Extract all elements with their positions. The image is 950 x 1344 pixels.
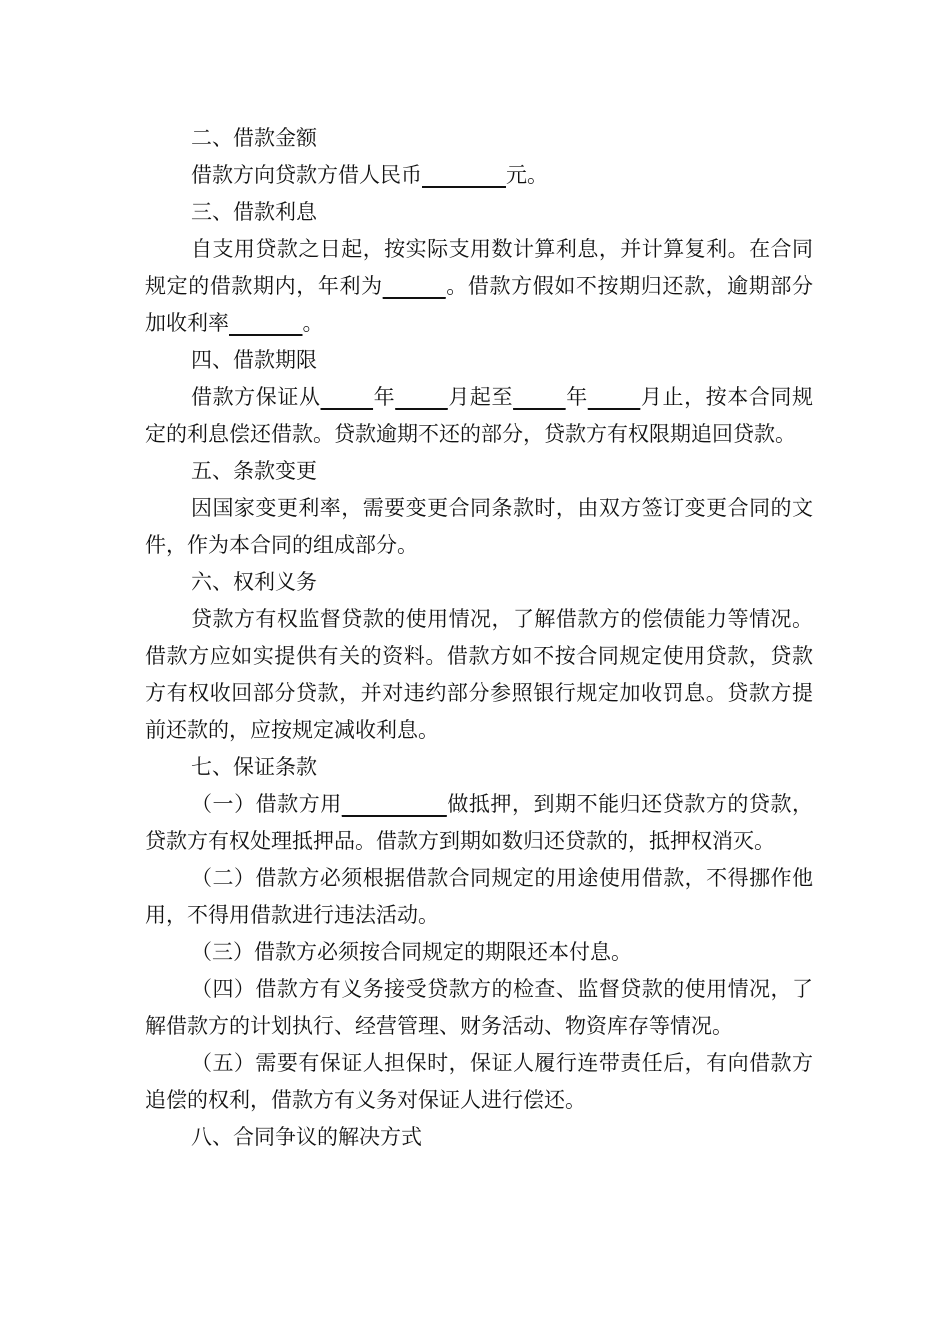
paragraph-guarantee-1: （一）借款方用__________做抵押，到期不能归还贷款方的贷款，贷款方有权处理抵押品。借款方到期如数归还贷款的，抵押权消灭。 <box>145 792 814 853</box>
paragraph-interest: 自支用贷款之日起，按实际支用数计算利息，并计算复利。在合同规定的借款期内，年利为______。借款方假如不按期归还款，逾期部分加收利率_______。 <box>145 237 814 335</box>
paragraph-term: 借款方保证从_____年_____月起至_____年_____月止，按本合同规定的利息偿还借款。贷款逾期不还的部分，贷款方有权限期追回贷款。 <box>145 385 814 446</box>
fill-in-blank[interactable]: _____ <box>513 385 566 409</box>
fill-in-blank[interactable]: _____ <box>320 385 374 409</box>
paragraph-clause-change: 因国家变更利率，需要变更合同条款时，由双方签订变更合同的文件，作为本合同的组成部分。 <box>145 496 813 557</box>
paragraph-rights: 贷款方有权监督贷款的使用情况，了解借款方的偿债能力等情况。借款方应如实提供有关的资料。借款方如不按合同规定使用贷款，贷款方有权收回部分贷款，并对违约部分参照银行规定加收罚息。贷款方提前还款的，应按规定减收利息。 <box>145 607 813 742</box>
fill-in-blank[interactable]: _______ <box>229 311 303 335</box>
section-heading-clause-change: 五、条款变更 <box>191 459 317 483</box>
section-heading-interest: 三、借款利息 <box>191 200 317 224</box>
fill-in-blank[interactable]: __________ <box>341 792 447 816</box>
contract-body <box>145 120 813 1156</box>
section-heading-guarantee: 七、保证条款 <box>191 755 317 779</box>
fill-in-blank[interactable]: ________ <box>422 163 506 187</box>
section-heading-loan-amount: 二、借款金额 <box>191 126 317 150</box>
fill-in-blank[interactable]: _____ <box>587 385 641 409</box>
paragraph-guarantee-4: （四）借款方有义务接受贷款方的检查、监督贷款的使用情况，了解借款方的计划执行、经营管理、财务活动、物资库存等情况。 <box>145 977 813 1038</box>
fill-in-blank[interactable]: _____ <box>395 385 448 409</box>
section-heading-dispute: 八、合同争议的解决方式 <box>191 1125 422 1149</box>
section-heading-rights: 六、权利义务 <box>191 570 317 594</box>
paragraph-guarantee-2: （二）借款方必须根据借款合同规定的用途使用借款，不得挪作他用，不得用借款进行违法活动。 <box>145 866 813 927</box>
section-heading-term: 四、借款期限 <box>191 348 317 372</box>
paragraph-loan-amount: 借款方向贷款方借人民币________元。 <box>191 163 548 187</box>
paragraph-guarantee-5: （五）需要有保证人担保时，保证人履行连带责任后，有向借款方追偿的权利，借款方有义务对保证人进行偿还。 <box>145 1051 813 1112</box>
paragraph-guarantee-3: （三）借款方必须按合同规定的期限还本付息。 <box>191 940 632 964</box>
fill-in-blank[interactable]: ______ <box>382 274 446 298</box>
